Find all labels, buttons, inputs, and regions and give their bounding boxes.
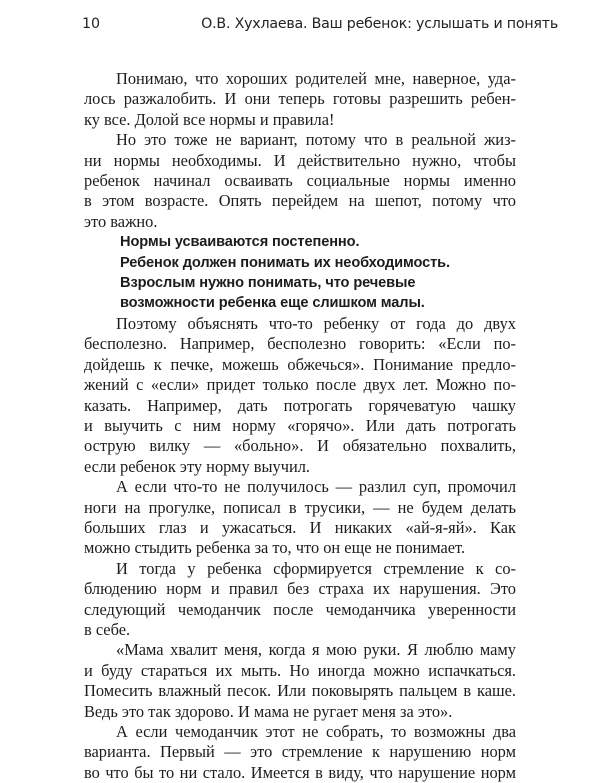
text-line: и выучить с ним норму «горячо». Или дать потрогать	[84, 415, 516, 435]
page-header	[82, 16, 558, 38]
text-line: острую вилку — «больно». И обязательно похвалить,	[84, 436, 516, 456]
bold-line: возможности ребенка еще слишком малы.	[120, 295, 425, 312]
text-line: во что бы то ни стало. Имеется в виду, что нарушение норм	[84, 762, 516, 782]
text-line: Но это тоже не вариант, потому что в реальной жиз-	[116, 130, 516, 150]
text-line: И тогда у ребенка сформируется стремление к со-	[116, 558, 516, 578]
paragraph-3	[84, 314, 516, 477]
text-line: дойдешь к печке, можешь обжечься». Понимание предло-	[84, 354, 516, 374]
text-line: ни нормы необходимы. И действительно нужно, чтобы	[84, 150, 516, 170]
text-line: А если чемоданчик этот не собрать, то возможны два	[116, 722, 516, 741]
paragraph-4	[84, 477, 516, 559]
paragraph-5	[84, 559, 516, 641]
paragraph-6	[84, 640, 516, 722]
text-line: Ведь это так здорово. И мама не ругает меня за это».	[84, 701, 453, 721]
text-line: жений с «если» придет только после двух лет. Можно по-	[84, 375, 516, 395]
text-line: можно стыдить ребенка за то, что он еще не понимает.	[84, 538, 466, 558]
text-line: лось разжалобить. И они теперь готовы разрешить ребен-	[84, 89, 516, 109]
text-line: если ребенок эту норму выучил.	[84, 456, 310, 476]
running-head: О.В. Хухлаева. Ваш ребенок: услышать и понять	[201, 16, 558, 32]
page-number: 10	[82, 16, 101, 32]
text-line: ку все. Долой все нормы и правила!	[84, 109, 335, 129]
bold-line: Взрослым нужно понимать, что речевые	[120, 275, 416, 292]
text-line: в себе.	[84, 619, 131, 639]
text-line: ребенок начинал осваивать социальные нормы именно	[84, 171, 516, 191]
text-line: казать. Например, дать потрогать горячеватую чашку	[84, 395, 516, 415]
text-line: варианта. Первый — это стремление к нарушению норм	[84, 742, 516, 762]
text-line: «Мама хвалит меня, когда я мою руки. Я люблю маму	[116, 640, 516, 660]
body-text	[84, 69, 516, 783]
text-line: Понимаю, что хороших родителей мне, наверное, уда-	[116, 69, 516, 88]
text-line: следующий чемоданчик после чемоданчика уверенности	[84, 599, 516, 619]
paragraph-2	[84, 130, 516, 232]
text-line: бесполезно. Например, бесполезно говорить: «Если по-	[84, 334, 516, 354]
text-line: ноги на прогулке, пописал в трусики, — не будем делать	[84, 497, 516, 517]
text-line: в этом возрасте. Опять перейдем на шепот, потому что	[84, 191, 516, 211]
paragraph-7	[84, 722, 516, 783]
bold-rules-block	[84, 232, 516, 314]
text-line: и буду стараться их мыть. Но иногда можно испачкаться.	[84, 660, 516, 680]
bold-line: Нормы усваиваются постепенно.	[120, 234, 360, 251]
text-line: блюдению норм и правил без страха их нарушения. Это	[84, 579, 516, 599]
paragraph-1	[84, 69, 516, 130]
text-line: Помесить влажный песок. Или поковырять пальцем в каше.	[84, 681, 516, 701]
text-line: Поэтому объяснять что-то ребенку от года до двух	[116, 313, 516, 333]
bold-line: Ребенок должен понимать их необходимость.	[120, 254, 451, 271]
text-line: это важно.	[84, 211, 158, 231]
text-line: А если что-то не получилось — разлил суп, промочил	[116, 477, 516, 497]
text-line: больших глаз и ужасаться. И никаких «ай-я-яй». Как	[84, 517, 516, 537]
